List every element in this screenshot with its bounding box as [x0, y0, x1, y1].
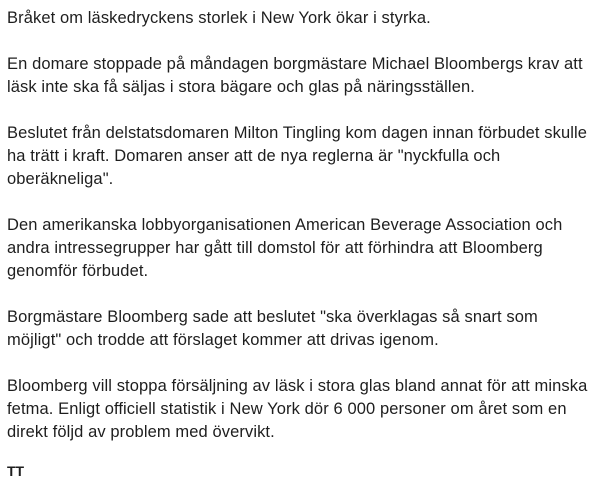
article-paragraph-4: Den amerikanska lobbyorganisationen American Beverage Association och andra intressegrupper har gått till domstol för att förhindra att Bloomberg genomför förbudet.: [7, 216, 563, 280]
article-paragraph-5: Borgmästare Bloomberg sade att beslutet "ska överklagas så snart som möjligt" och trodde att förslaget kommer att drivas igenom.: [7, 308, 538, 349]
article-paragraph-1: Bråket om läskedryckens storlek i New York ökar i styrka.: [7, 9, 431, 27]
article-byline: TT: [7, 463, 25, 479]
article-paragraph-3: Beslutet från delstatsdomaren Milton Tingling kom dagen innan förbudet skulle ha trätt i kraft. Domaren anser att de nya reglerna är "nyckfulla och oberäkneliga".: [7, 124, 588, 188]
article-paragraph-6: Bloomberg vill stoppa försäljning av läsk i stora glas bland annat för att minska fetma. Enligt officiell statistik i New York dör 6 000 personer om året som en direkt följd av problem med övervikt.: [7, 377, 588, 441]
article-paragraph-2: En domare stoppade på måndagen borgmästare Michael Bloombergs krav att läsk inte ska få säljas i stora bägare och glas på näringsställen.: [7, 55, 583, 96]
